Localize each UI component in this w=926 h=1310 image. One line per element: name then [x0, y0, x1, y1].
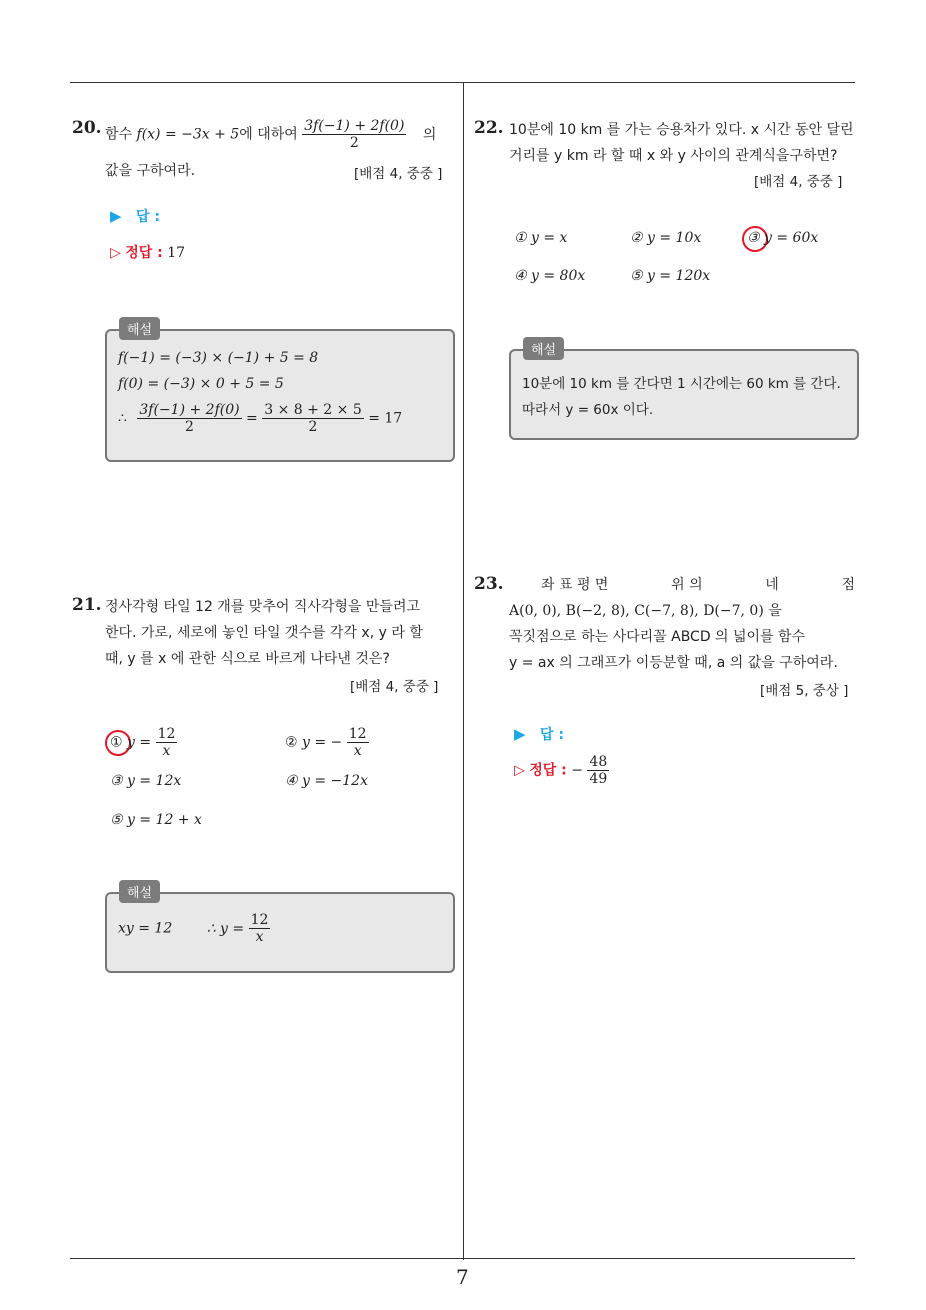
fraction-denominator: 2 — [185, 419, 194, 435]
explanation-line: 10분에 10 km 를 간다면 1 시간에는 60 km 를 간다. — [522, 376, 841, 392]
explanation-tag: 해설 — [119, 317, 160, 340]
fraction-denominator: x — [162, 743, 171, 759]
question-text-part: 의 — [422, 126, 437, 143]
question-text-line: 거리를 y km 라 할 때 x 와 y 사이의 관계식을구하면? — [509, 148, 838, 164]
choice-1[interactable]: ① y = x — [514, 230, 568, 246]
choice-expression: y = − — [302, 734, 343, 751]
therefore-symbol: ∴ — [118, 410, 127, 427]
fraction — [262, 402, 364, 435]
explanation-line: f(−1) = (−3) × (−1) + 5 = 8 — [118, 350, 319, 366]
question-text-part: 위 의 — [671, 577, 703, 593]
fraction — [347, 726, 369, 759]
fraction-denominator: 2 — [308, 419, 318, 435]
choice-5[interactable]: ⑤ y = 12 + x — [110, 812, 202, 828]
question-text-part: 함수 — [105, 126, 133, 143]
fraction — [302, 118, 406, 151]
question-text-line: 한다. 가로, 세로에 놓인 타일 갯수를 각각 x, y 라 할 — [105, 625, 423, 641]
choice-2[interactable]: ② y = 10x — [630, 230, 702, 246]
question-number: 20. — [72, 118, 102, 138]
explanation-line: 따라서 y = 60x 이다. — [522, 402, 654, 418]
explanation-expression: ∴ y = — [206, 920, 245, 937]
explanation-line — [118, 402, 402, 435]
explanation-tag: 해설 — [119, 880, 160, 903]
correct-answer-line — [514, 754, 609, 787]
fraction — [137, 402, 241, 435]
score-meta: [배점 4, 중중 ] — [350, 679, 439, 695]
question-text-line: 때, y 를 x 에 관한 식으로 바르게 나타낸 것은? — [105, 651, 390, 667]
function-expression: f(x) = −3x + 5 — [136, 126, 240, 143]
fraction-numerator: 12 — [250, 912, 269, 928]
bottom-rule — [70, 1258, 855, 1259]
play-triangle-icon: ▶ — [514, 725, 526, 743]
score-meta: [배점 5, 중상 ] — [760, 683, 849, 699]
correct-label: 정답 : — [125, 245, 163, 261]
page-number: 7 — [456, 1265, 469, 1289]
fraction — [156, 726, 178, 759]
question-number: 23. — [474, 574, 504, 594]
question-text-part: 네 — [765, 577, 779, 593]
fraction-denominator: x — [255, 929, 264, 945]
question-text-line: 10분에 10 km 를 가는 승용차가 있다. x 시간 동안 달린 — [509, 122, 854, 138]
fraction — [587, 754, 609, 787]
outline-triangle-icon: ▷ — [514, 762, 525, 779]
choice-3[interactable]: ③ y = 12x — [110, 773, 182, 789]
explanation-line: f(0) = (−3) × 0 + 5 = 5 — [118, 376, 284, 392]
question-text-line: 꼭짓점으로 하는 사다리꼴 ABCD 의 넓이를 함수 — [509, 629, 806, 645]
score-meta: [배점 4, 중중 ] — [754, 174, 843, 190]
answer-label: 답 : — [540, 727, 564, 743]
correct-sign: − — [571, 762, 583, 779]
fraction-numerator: 3 × 8 + 2 × 5 — [264, 402, 362, 418]
outline-triangle-icon: ▷ — [110, 245, 121, 261]
choice-3[interactable]: ③ y = 60x — [747, 230, 819, 246]
question-number: 22. — [474, 118, 504, 138]
question-text-line: A(0, 0), B(−2, 8), C(−7, 8), D(−7, 0) 을 — [509, 603, 782, 619]
choice-label: ② — [285, 734, 298, 751]
explanation-expression: xy = 12 — [118, 920, 173, 937]
question-number: 21. — [72, 595, 102, 615]
fraction-numerator: 3f(−1) + 2f(0) — [304, 118, 405, 134]
play-triangle-icon: ▶ — [110, 207, 122, 225]
question-text — [105, 118, 460, 151]
question-text-part: 에 대하여 — [239, 126, 298, 143]
explanation-line — [118, 912, 270, 945]
answer-line — [110, 206, 160, 226]
choice-4[interactable]: ④ y = 80x — [514, 268, 586, 284]
answer-label: 답 : — [136, 209, 160, 225]
fraction-numerator: 3f(−1) + 2f(0) — [139, 402, 240, 418]
correct-label: 정답 : — [529, 762, 567, 779]
result: = 17 — [368, 410, 403, 427]
choice-expression: y = — [127, 734, 152, 751]
choice-4[interactable]: ④ y = −12x — [285, 773, 368, 789]
fraction-numerator: 48 — [589, 754, 608, 770]
score-meta: [배점 4, 중중 ] — [354, 166, 443, 182]
fraction-denominator: 49 — [589, 771, 608, 787]
fraction-denominator: x — [353, 743, 362, 759]
question-text-line — [509, 572, 855, 598]
question-text-line: 값을 구하여라. — [105, 163, 196, 179]
correct-value: 17 — [167, 245, 186, 261]
fraction-denominator: 2 — [349, 135, 359, 151]
explanation-box — [105, 329, 455, 462]
equals-sign: = — [246, 410, 258, 427]
choice-2[interactable] — [285, 726, 369, 759]
column-divider — [463, 82, 464, 1260]
choice-label: ① — [110, 734, 123, 751]
question-text-part: 점 — [841, 577, 855, 593]
explanation-tag: 해설 — [523, 337, 564, 360]
question-text-line: y = ax 의 그래프가 이등분할 때, a 의 값을 구하여라. — [509, 655, 838, 671]
fraction — [249, 912, 271, 945]
correct-answer-line — [110, 242, 185, 262]
choice-1[interactable] — [110, 726, 177, 759]
answer-line — [514, 724, 564, 744]
fraction-numerator: 12 — [157, 726, 176, 742]
choice-5[interactable]: ⑤ y = 120x — [630, 268, 711, 284]
question-text-line: 정사각형 타일 12 개를 맞추어 직사각형을 만들려고 — [105, 599, 420, 615]
explanation-box — [509, 349, 859, 440]
question-text-part: 좌 표 평 면 — [541, 577, 609, 593]
fraction-numerator: 12 — [348, 726, 367, 742]
